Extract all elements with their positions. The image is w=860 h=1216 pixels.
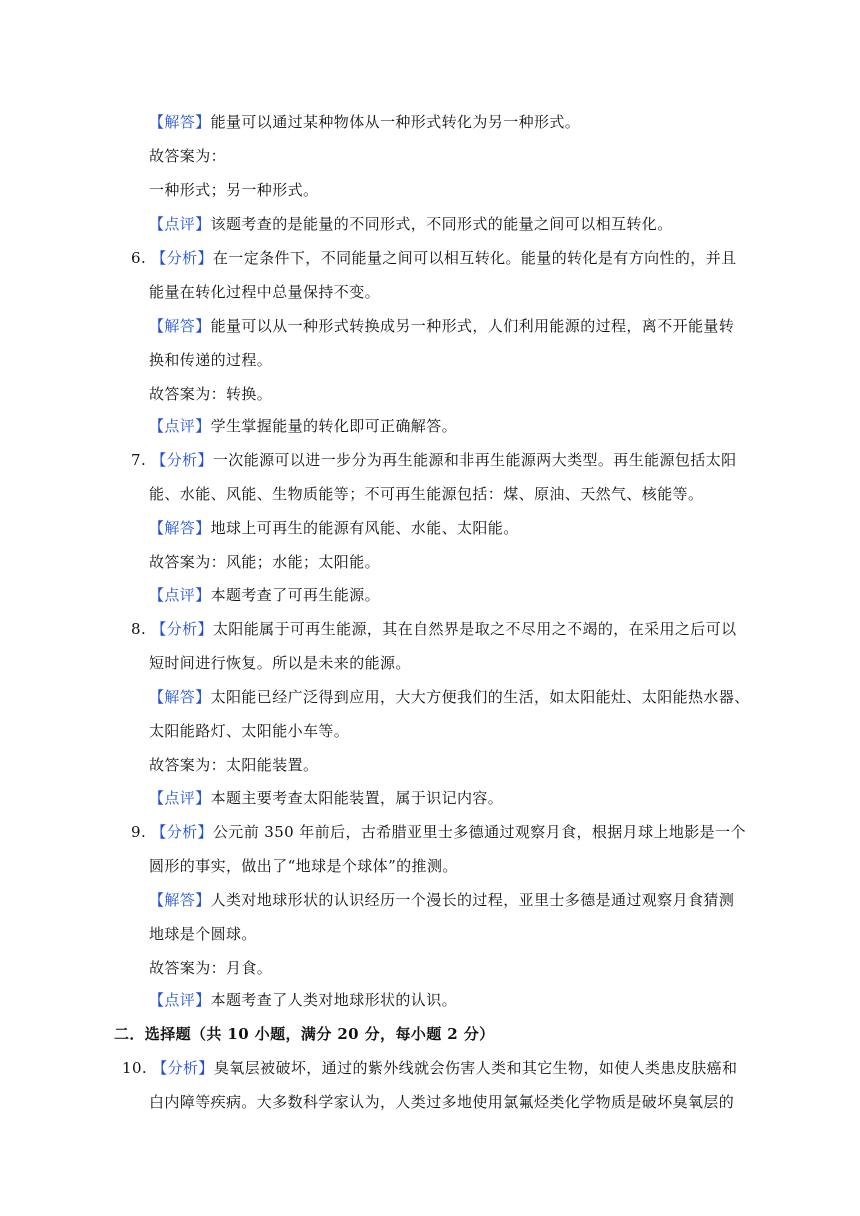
q6-analysis-line [131,248,737,268]
answer-tag: 【解答】 [149,519,211,537]
q5-review-text: 该题考查的是能量的不同形式，不同形式的能量之间可以相互转化。 [210,215,673,233]
question-number: 8. [131,620,147,638]
q8-review-line [149,788,503,808]
q9-review-text: 本题考查了人类对地球形状的认识。 [210,991,458,1009]
q7-review-line [149,585,380,605]
q9-answer-line [149,890,734,910]
q10-analysis-line [122,1058,737,1078]
question-number: 10. [122,1059,148,1077]
answer-tag: 【解答】 [149,113,211,131]
q8-answer-text-1: 太阳能已经广泛得到应用，大大方便我们的生活，如太阳能灶、太阳能热水器、 [210,688,750,706]
analysis-tag: 【分析】 [151,451,213,469]
analysis-tag: 【分析】 [152,1059,214,1077]
answer-tag: 【解答】 [149,891,211,909]
q7-answer-text-1: 地球上可再生的能源有风能、水能、太阳能。 [210,519,519,537]
q8-analysis-text-1: 太阳能属于可再生能源，其在自然界是取之不尽用之不竭的，在采用之后可以 [212,620,737,638]
q8-analysis-line [131,619,737,639]
q10-analysis-text-2: 白内障等疾病。大多数科学家认为，人类过多地使用氯氟烃类化学物质是破坏臭氧层的 [149,1093,735,1111]
answer-tag: 【解答】 [149,688,211,706]
q9-analysis-line [131,822,746,842]
q8-answer-line [149,687,750,707]
q7-result: 故答案为：风能；水能；太阳能。 [149,553,381,571]
q9-analysis-text-1: 公元前 350 年前后，古希腊亚里士多德通过观察月食，根据月球上地影是一个 [212,823,746,841]
q5-answer-value: 一种形式；另一种形式。 [149,181,319,199]
q8-result: 故答案为：太阳能装置。 [149,756,319,774]
q5-answer-lead: 故答案为： [149,147,227,165]
q7-answer-line [149,518,519,538]
q5-review-line [149,214,673,234]
q10-analysis-text-1: 臭氧层被破坏，通过的紫外线就会伤害人类和其它生物，如使人类患皮肤癌和 [213,1059,738,1077]
q6-review-text: 学生掌握能量的转化即可正确解答。 [210,417,458,435]
q9-answer-text-2: 地球是个圆球。 [149,925,257,943]
review-tag: 【点评】 [149,991,211,1009]
analysis-tag: 【分析】 [151,620,213,638]
question-number: 6. [131,249,147,267]
q6-review-line [149,416,457,436]
review-tag: 【点评】 [149,586,211,604]
q7-analysis-text-1: 一次能源可以进一步分为再生能源和非再生能源两大类型。再生能源包括太阳 [212,451,737,469]
q9-result: 故答案为：月食。 [149,959,273,977]
analysis-tag: 【分析】 [151,249,213,267]
q8-answer-text-2: 太阳能路灯、太阳能小车等。 [149,722,350,740]
q9-analysis-text-2: 圆形的事实，做出了“地球是个球体”的推测。 [149,857,458,875]
analysis-tag: 【分析】 [151,823,213,841]
q9-review-line [149,990,457,1010]
q8-analysis-text-2: 短时间进行恢复。所以是未来的能源。 [149,654,411,672]
q9-answer-text-1: 人类对地球形状的认识经历一个漫长的过程，亚里士多德是通过观察月食猜测 [210,891,735,909]
q6-analysis-text-2: 能量在转化过程中总量保持不变。 [149,283,381,301]
answer-tag: 【解答】 [149,317,211,335]
question-number: 7. [131,451,147,469]
q8-review-text: 本题主要考查太阳能装置，属于识记内容。 [210,789,504,807]
q6-answer-line [149,316,734,336]
q6-answer-text-2: 换和传递的过程。 [149,351,273,369]
q6-analysis-text-1: 在一定条件下，不同能量之间可以相互转化。能量的转化是有方向性的，并且 [212,249,737,267]
q7-review-text: 本题考查了可再生能源。 [210,586,381,604]
q6-result: 故答案为：转换。 [149,385,273,403]
q5-answer-text: 能量可以通过某种物体从一种形式转化为另一种形式。 [210,113,581,131]
q7-analysis-line [131,450,737,470]
question-number: 9. [131,823,147,841]
review-tag: 【点评】 [149,215,211,233]
q6-answer-text-1: 能量可以从一种形式转换成另一种形式，人们利用能源的过程，离不开能量转 [210,317,735,335]
q7-analysis-text-2: 能、水能、风能、生物质能等；不可再生能源包括：煤、原油、天然气、核能等。 [149,485,704,503]
section-heading: 二．选择题（共 10 小题，满分 20 分，每小题 2 分） [114,1025,495,1043]
review-tag: 【点评】 [149,417,211,435]
review-tag: 【点评】 [149,789,211,807]
q5-answer-line [149,112,580,132]
